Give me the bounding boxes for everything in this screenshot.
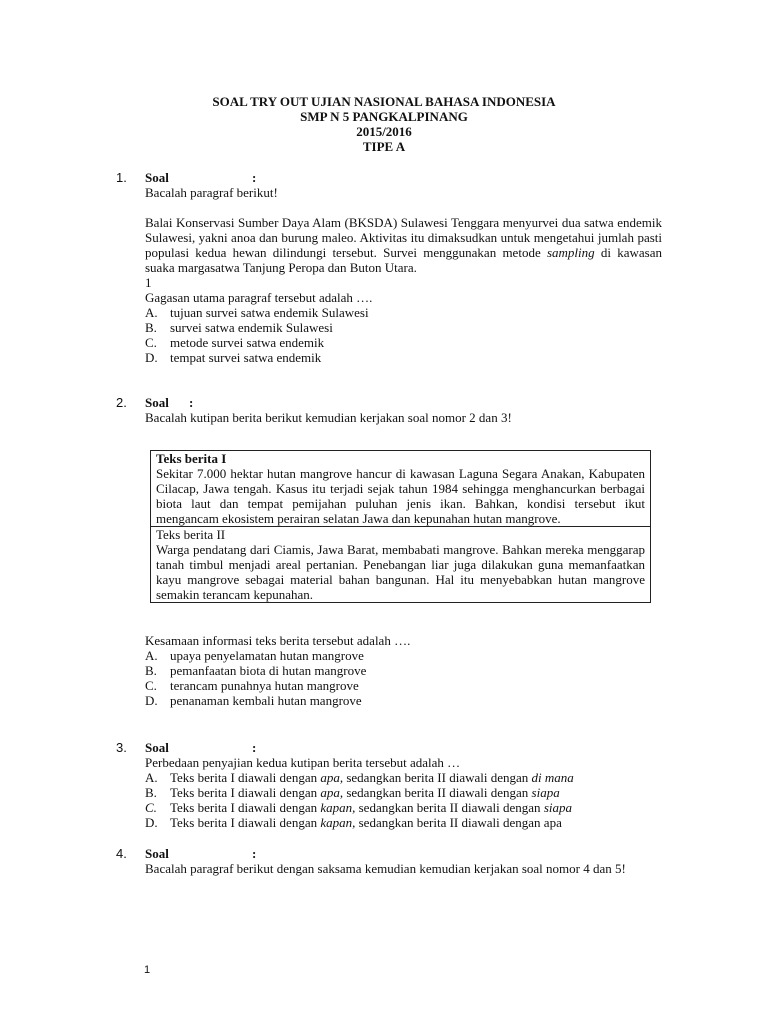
answer-options [145,648,662,708]
soal-colon: : [252,170,257,185]
question-prompt: Gagasan utama paragraf tersebut adalah …. [145,290,373,305]
soal-colon: : [252,740,257,755]
news-text-2 [151,526,650,602]
news-text-box [150,450,651,603]
soal-label: Soal [145,740,169,755]
option-c[interactable]: C. metode survei satwa endemik [145,335,325,350]
news-body-1: Sekitar 7.000 hektar hutan mangrove hancur di kawasan Laguna Segara Anakan, Kabupaten Cilacap, Jawa tengah. Kasus itu terjadi sejak tahun 1984 sehingga menghancurkan berbagai biota laut dan tempat pemijahan puluhan jenis ikan. Bahkan, kondisi tersebut ikut mengancam ekosistem perairan selatan Jawa dan kepunahan hutan mangrove. [156,466,645,526]
answer-options [145,305,662,365]
header-year: 2015/2016 [356,124,412,139]
document-header [0,94,768,154]
option-c[interactable]: C. Teks berita I diawali dengan kapan, sedangkan berita II diawali dengan siapa [145,800,572,815]
question-prompt: Kesamaan informasi teks berita tersebut adalah …. [145,633,411,648]
header-type: TIPE A [362,139,406,154]
soal-label: Soal [145,170,169,185]
soal-label: Soal [145,846,169,861]
news-title-2: Teks berita II [156,527,226,542]
question-number: 3. [116,740,127,755]
option-a[interactable]: A. upaya penyelamatan hutan mangrove [145,648,364,663]
option-d[interactable]: D. Teks berita I diawali dengan kapan, sedangkan berita II diawali dengan apa [145,815,562,830]
option-b[interactable]: B. Teks berita I diawali dengan apa, sedangkan berita II diawali dengan siapa [145,785,560,800]
reading-paragraph: Balai Konservasi Sumber Daya Alam (BKSDA) Sulawesi Tenggara menyurvei dua satwa endemik Sulawesi, yakni anoa dan burung maleo. Aktivitas itu dimaksudkan untuk mengetahui jumlah pasti populasi kedua hewan dilindungi tersebut. Survei menggunakan metode sampling di kawasan suaka margasatwa Tanjung Peropa dan Buton Utara. [145,215,663,275]
question-instruction: Bacalah kutipan berita berikut kemudian kerjakan soal nomor 2 dan 3! [145,410,512,425]
question-instruction: Bacalah paragraf berikut dengan saksama kemudian kemudian kerjakan soal nomor 4 dan 5! [145,861,626,876]
option-c[interactable]: C. terancam punahnya hutan mangrove [145,678,359,693]
option-a[interactable]: A. tujuan survei satwa endemik Sulawesi [145,305,369,320]
option-b[interactable]: B. survei satwa endemik Sulawesi [145,320,333,335]
question-instruction: Bacalah paragraf berikut! [145,185,278,200]
option-d[interactable]: D. penanaman kembali hutan mangrove [145,693,362,708]
news-title-1: Teks berita I [156,451,227,466]
question-number: 2. [116,395,127,410]
news-text-1 [151,451,650,526]
header-school: SMP N 5 PANGKALPINANG [300,109,468,124]
question-prompt: Perbedaan penyajian kedua kutipan berita tersebut adalah … [145,755,461,770]
option-b[interactable]: B. pemanfaatan biota di hutan mangrove [145,663,367,678]
page-number: 1 [144,964,151,976]
news-body-2: Warga pendatang dari Ciamis, Jawa Barat, membabati mangrove. Bahkan mereka menggarap tanah timbul menjadi areal pertanian. Penebangan liar juga dilakukan guna memanfaatkan kayu mangrove sebagai material bahan bangunan. Hal itu menyebabkan hutan mangrove semakin terancam kepunahan. [156,542,645,602]
paragraph-marker: 1 [145,275,152,290]
soal-label: Soal [145,395,169,410]
option-a[interactable]: A. Teks berita I diawali dengan apa, sedangkan berita II diawali dengan di mana [145,770,574,785]
question-number: 4. [116,846,127,861]
header-title: SOAL TRY OUT UJIAN NASIONAL BAHASA INDONESIA [212,94,556,109]
question-number: 1. [116,170,127,185]
answer-options [145,770,662,830]
option-d[interactable]: D. tempat survei satwa endemik [145,350,322,365]
soal-colon: : [252,846,257,861]
soal-colon: : [189,395,194,410]
